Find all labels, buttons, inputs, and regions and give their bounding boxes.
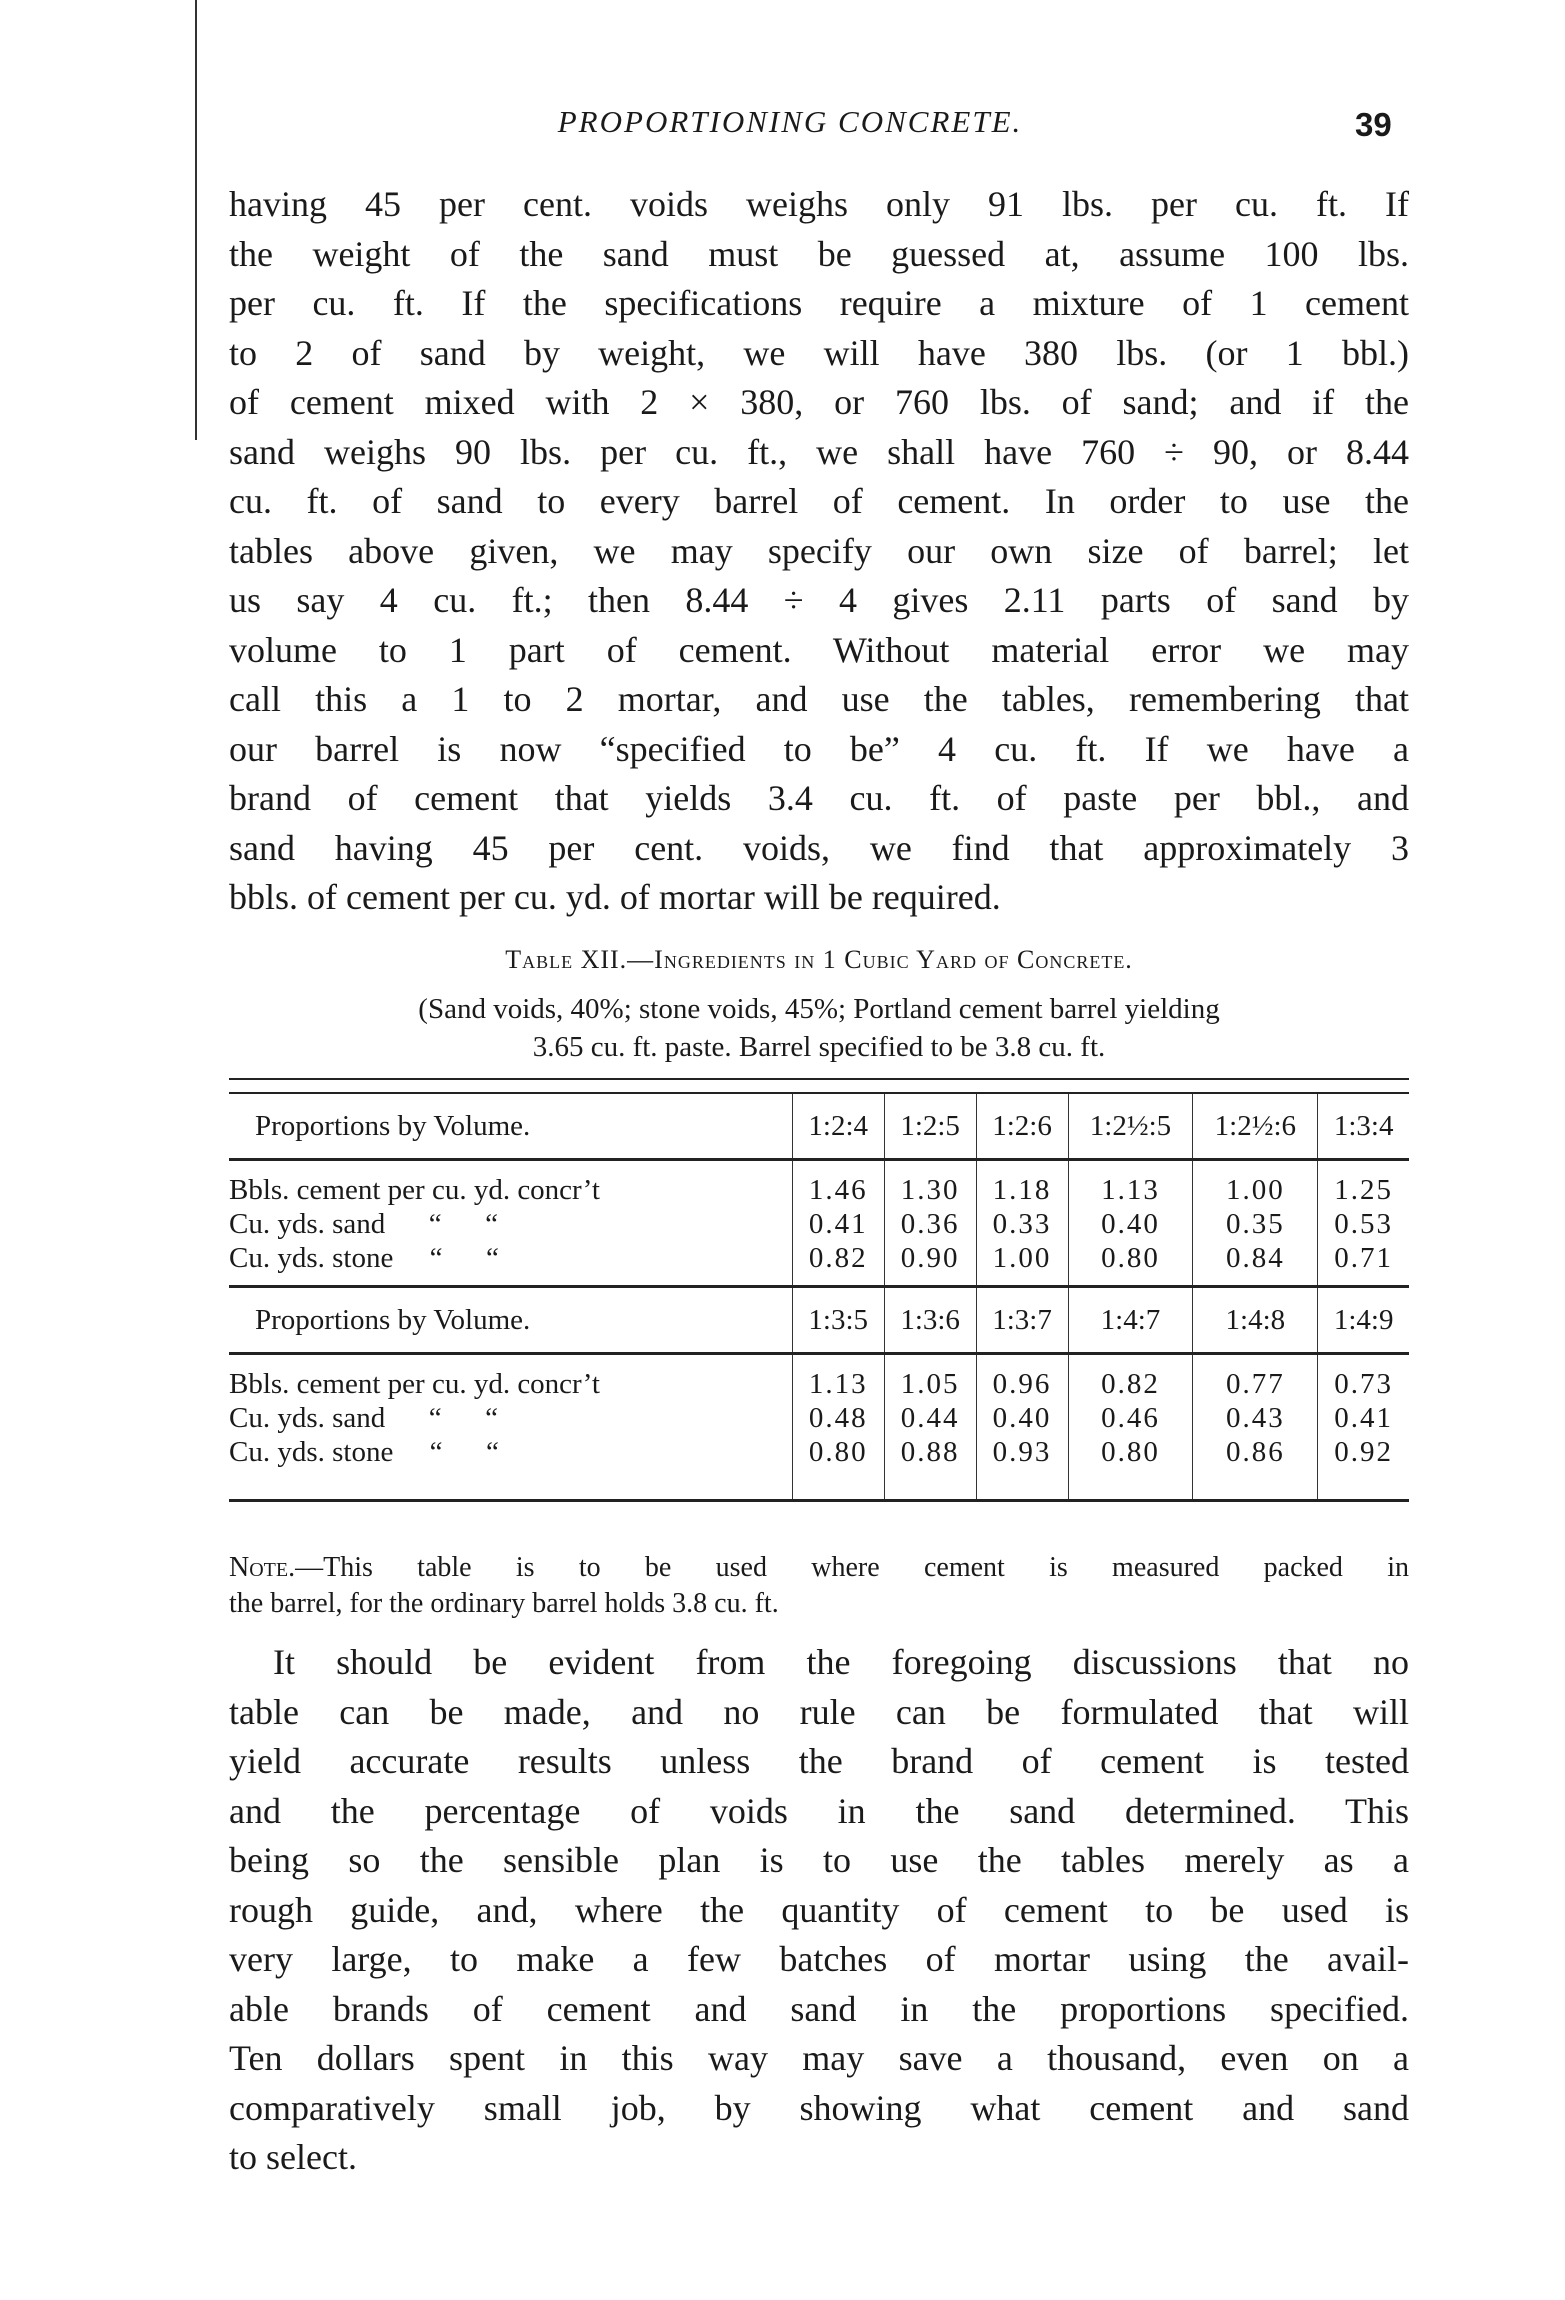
cell-value: 0.80 [792,1435,884,1501]
table-subcaption-1: (Sand voids, 40%; stone voids, 45%; Portland cement barrel yielding [418,993,1220,1025]
cell-value: 1.25 [1318,1161,1409,1207]
cell-value: 0.41 [1318,1401,1409,1435]
text-line: cu. ft. of sand to every barrel of cement. In order to use the [229,481,1409,521]
table-row [229,1241,1409,1287]
row-label: Cu. yds. stone “ “ [229,1242,499,1274]
proportion-header: 1:3:4 [1318,1094,1409,1160]
text-line: sand weighs 90 lbs. per cu. ft., we shall have 760 ÷ 90, or 8.44 [229,431,1409,472]
text-line: Ten dollars spent in this way may save a thousand, even on a [229,2038,1409,2078]
cell-value: 0.88 [884,1435,976,1501]
text-line: comparatively small job, by showing what cement and sand [229,2087,1409,2128]
text-line: volume to 1 part of cement. Without material error we may [229,629,1409,670]
cell-value: 0.46 [1068,1401,1193,1435]
text-line: to select. [229,2137,357,2177]
table-bottom-rule [229,1501,1409,1503]
cell-value: 0.90 [884,1241,976,1287]
proportion-header: 1:3:7 [976,1288,1068,1354]
row-label: Bbls. cement per cu. yd. concr’t [229,1174,600,1206]
cell-value: 1.46 [792,1161,884,1207]
text-line: bbls. of cement per cu. yd. of mortar will be required. [229,877,1001,917]
note-line [229,1550,1409,1586]
table-note [229,1550,1409,1622]
cell-value: 0.44 [884,1401,976,1435]
text-line: able brands of cement and sand in the proportions specified. [229,1988,1409,2029]
row-label: Cu. yds. sand “ “ [229,1208,499,1240]
double-rule-line [229,1078,1409,1094]
cell-value: 0.82 [792,1241,884,1287]
table-row [229,1161,1409,1207]
cell-value: 0.80 [1068,1435,1193,1501]
cell-value: 1.00 [1193,1161,1318,1207]
text-line: yield accurate results unless the brand of cement is tested [229,1741,1409,1781]
text-line: our barrel is now “specified to be” 4 cu. ft. If we have a [229,728,1409,769]
text-line: call this a 1 to 2 mortar, and use the tables, remembering that [229,679,1409,719]
note-label: Note. [229,1552,296,1583]
cell-value: 0.93 [976,1435,1068,1501]
ingredients-table [229,1078,1409,1502]
text-line: very large, to make a few batches of mortar using the avail- [229,1939,1409,1979]
header-label: Proportions by Volume. [255,1304,531,1336]
text-line: It should be evident from the foregoing discussions that no [273,1642,1409,1682]
text-line: per cu. ft. If the specifications require a mixture of 1 cement [229,283,1409,323]
cell-value: 0.86 [1193,1435,1318,1501]
table-subcaption-2: 3.65 cu. ft. paste. Barrel specified to be 3.8 cu. ft. [532,1031,1106,1063]
binding-edge-line [195,0,197,440]
table-row [229,1207,1409,1241]
row-label: Cu. yds. stone “ “ [229,1436,499,1468]
cell-value: 0.33 [976,1207,1068,1241]
proportion-header: 1:2½:6 [1193,1094,1318,1160]
table-row [229,1435,1409,1501]
cell-value: 0.40 [976,1401,1068,1435]
header-label: Proportions by Volume. [255,1110,531,1142]
paragraph-1 [229,180,1409,923]
proportion-header: 1:4:7 [1068,1288,1193,1354]
text-line: and the percentage of voids in the sand determined. This [229,1790,1409,1831]
text-line: having 45 per cent. voids weighs only 91 lbs. per cu. ft. If [229,184,1409,224]
cell-value: 1.00 [976,1241,1068,1287]
proportion-header: 1:2½:5 [1068,1094,1193,1160]
double-rule [229,1078,1409,1094]
cell-value: 1.05 [884,1355,976,1401]
proportion-header: 1:4:8 [1193,1288,1318,1354]
proportion-header: 1:2:4 [792,1094,884,1160]
table-row [229,1355,1409,1401]
cell-value: 0.36 [884,1207,976,1241]
table-row [229,1401,1409,1435]
table-caption: Table XII.—Ingredients in 1 Cubic Yard of Concrete. [505,945,1133,974]
rule-cell [229,1501,1409,1503]
page-number: 39 [1355,106,1392,143]
note-line: the barrel, for the ordinary barrel holds 3.8 cu. ft. [229,1588,779,1619]
cell-value: 0.43 [1193,1401,1318,1435]
cell-value: 0.82 [1068,1355,1193,1401]
text-line: brand of cement that yields 3.4 cu. ft. of paste per bbl., and [229,778,1409,818]
cell-value: 0.80 [1068,1241,1193,1287]
cell-value: 0.48 [792,1401,884,1435]
text-line: table can be made, and no rule can be formulated that will [229,1691,1409,1732]
cell-value: 0.35 [1193,1207,1318,1241]
text-line: to 2 of sand by weight, we will have 380 lbs. (or 1 bbl.) [229,332,1409,373]
cell-value: 1.30 [884,1161,976,1207]
proportion-header: 1:4:9 [1318,1288,1409,1354]
cell-value: 1.13 [792,1355,884,1401]
paragraph-2 [229,1638,1409,2183]
note-text: —This table is to be used where cement is measured packed in [295,1552,1409,1583]
cell-value: 0.41 [792,1207,884,1241]
cell-value: 0.92 [1318,1435,1409,1501]
cell-value: 0.40 [1068,1207,1193,1241]
cell-value: 0.71 [1318,1241,1409,1287]
text-line: being so the sensible plan is to use the tables merely as a [229,1840,1409,1880]
cell-value: 0.77 [1193,1355,1318,1401]
table-rule [229,1078,1409,1094]
row-label: Bbls. cement per cu. yd. concr’t [229,1368,600,1400]
row-label: Cu. yds. sand “ “ [229,1402,499,1434]
table-header-row [229,1288,1409,1354]
proportion-header: 1:3:5 [792,1288,884,1354]
table-header-row [229,1094,1409,1160]
proportion-header: 1:2:5 [884,1094,976,1160]
text-line: us say 4 cu. ft.; then 8.44 ÷ 4 gives 2.11 parts of sand by [229,580,1409,620]
text-line: of cement mixed with 2 × 380, or 760 lbs. of sand; and if the [229,382,1409,422]
cell-value: 0.84 [1193,1241,1318,1287]
cell-value: 1.18 [976,1161,1068,1207]
cell-value: 1.13 [1068,1161,1193,1207]
proportion-header: 1:3:6 [884,1288,976,1354]
proportion-header: 1:2:6 [976,1094,1068,1160]
text-line: tables above given, we may specify our own size of barrel; let [229,530,1409,571]
text-line: the weight of the sand must be guessed at, assume 100 lbs. [229,233,1409,274]
text-line: sand having 45 per cent. voids, we find that approximately 3 [229,827,1409,868]
running-title: PROPORTIONING CONCRETE. [557,104,1023,139]
text-line: rough guide, and, where the quantity of cement to be used is [229,1889,1409,1930]
cell-value: 0.96 [976,1355,1068,1401]
cell-value: 0.73 [1318,1355,1409,1401]
cell-value: 0.53 [1318,1207,1409,1241]
